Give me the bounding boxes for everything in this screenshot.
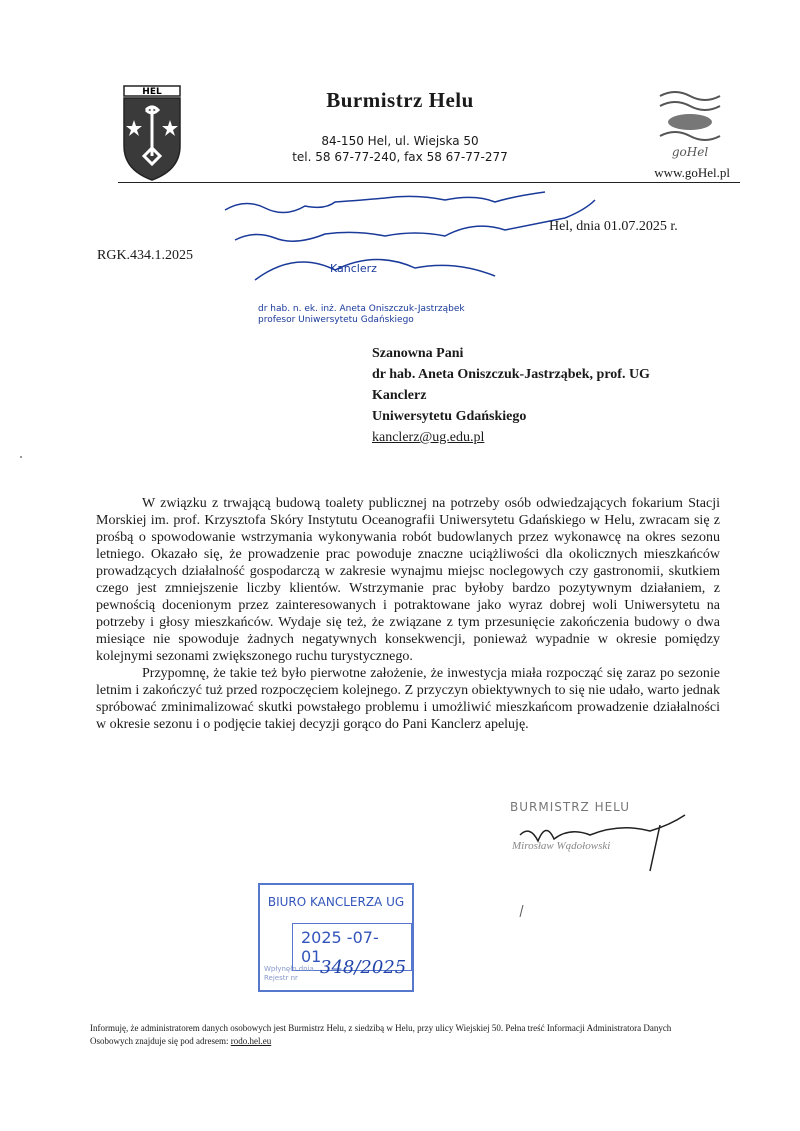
page-title: Burmistrz Helu bbox=[326, 88, 474, 112]
footer-link[interactable]: rodo.hel.eu bbox=[230, 1036, 272, 1046]
recipient-role: Kanclerz bbox=[372, 388, 427, 403]
handwritten-annotation bbox=[215, 180, 635, 300]
website-link[interactable]: www.goHel.pl bbox=[654, 165, 730, 180]
reference-number: RGK.434.1.2025 bbox=[97, 248, 194, 263]
handwritten-signature bbox=[510, 805, 690, 875]
gdpr-footer bbox=[90, 1022, 710, 1048]
receipt-stamp-number: 348/2025 bbox=[320, 957, 407, 978]
body-paragraph-1: W związku z trwającą budową toalety publicznej na potrzeby osób odwiedzających fokarium Stacji Morskiej im. prof. Krzysztofa Skóry Instytutu Oceanografii Uniwersytetu Gdańskiego w Helu, zwracam się z prośbą o spowodowanie wstrzymania wykonywania robót budowlanych przez wykonawcę na okres sezonu letniego. Okazało się, że prowadzenie prac powoduje znaczne uciążliwości dla okolicznych mieszkańców prowadzących działalność gospodarczą w zakresie wynajmu miejsc noclegowych czy gastronomii, skutkiem czego jest zmniejszenie liczby klientów. Wstrzymanie prac byłoby bardzo pozytywnym działaniem, z pewnością docenionym przez zainteresowanych i potraktowane jako wyraz dobrej woli Uniwersytetu na potrzeby i głosy mieszkańców. Wydaje się też, że związane z tym przesunięcie zakończenia budowy o dwa miesiące nie spowoduje żadnych negatywnych konsekwencji, ponieważ wypadnie w okresie pomiędzy kolejnymi sezonami zwiększonego ruchu turystycznego. bbox=[96, 496, 720, 664]
letter-body bbox=[96, 495, 720, 733]
scan-speck bbox=[20, 456, 22, 458]
address-line: 84-150 Hel, ul. Wiejska 50 bbox=[321, 134, 479, 148]
logo-text: goHel bbox=[671, 145, 709, 159]
phone-line: tel. 58 67-77-240, fax 58 67-77-277 bbox=[292, 150, 508, 164]
recipient-name: dr hab. Aneta Oniszczuk-Jastrząbek, prof. UG bbox=[372, 367, 650, 382]
place-date: Hel, dnia 01.07.2025 r. bbox=[549, 219, 678, 234]
annotation-role: Kanclerz bbox=[330, 262, 377, 275]
receipt-register-label: Rejestr nr bbox=[264, 974, 298, 982]
footer-text: Informuję, że administratorem danych osobowych jest Burmistrz Helu, z siedzibą w Helu, przy ulicy Wiejskiej 50. Pełna treść Informacji Administratora Danych Osobowych znajduje się pod adresem: bbox=[90, 1023, 672, 1046]
annotation-name-line: dr hab. n. ek. inż. Aneta Oniszczuk-Jastrząbek bbox=[258, 304, 465, 314]
gohel-logo bbox=[650, 82, 730, 162]
recipient-email[interactable]: kanclerz@ug.edu.pl bbox=[372, 430, 485, 445]
signature-stamp: BURMISTRZ HELU bbox=[510, 800, 631, 814]
salutation: Szanowna Pani bbox=[372, 346, 464, 361]
annotation-name bbox=[258, 304, 465, 326]
receipt-stamp-labels bbox=[264, 965, 314, 983]
pen-mark bbox=[519, 905, 524, 917]
receipt-stamp-date: 2025 -07- 01 bbox=[292, 923, 412, 971]
recipient-institution: Uniwersytetu Gdańskiego bbox=[372, 409, 527, 424]
recipient-block bbox=[372, 343, 650, 448]
signature-name: Mirosław Wądołowski bbox=[512, 840, 611, 852]
receipt-date-label: Wpłynęło dnia bbox=[264, 965, 314, 973]
receipt-stamp-title: BIURO KANCLERZA UG bbox=[267, 895, 405, 909]
body-paragraph-2: Przypomnę, że takie też było pierwotne założenie, że inwestycja miała rozpocząć się zaraz po sezonie letnim i zakończyć tuż przed rozpoczęciem kolejnego. Z przyczyn obiektywnych to się nie udało, warto jednak spróbować zminimalizować skutki powstałego problemu i umożliwić mieszkańcom prowadzenie działalności w okresie sezonu i o podjęcie takiej decyzji gorąco do Pani Kanclerz apeluję. bbox=[96, 666, 720, 732]
crest-label: HEL bbox=[142, 87, 162, 97]
annotation-title-line: profesor Uniwersytetu Gdańskiego bbox=[258, 315, 414, 325]
receipt-stamp bbox=[258, 883, 414, 992]
